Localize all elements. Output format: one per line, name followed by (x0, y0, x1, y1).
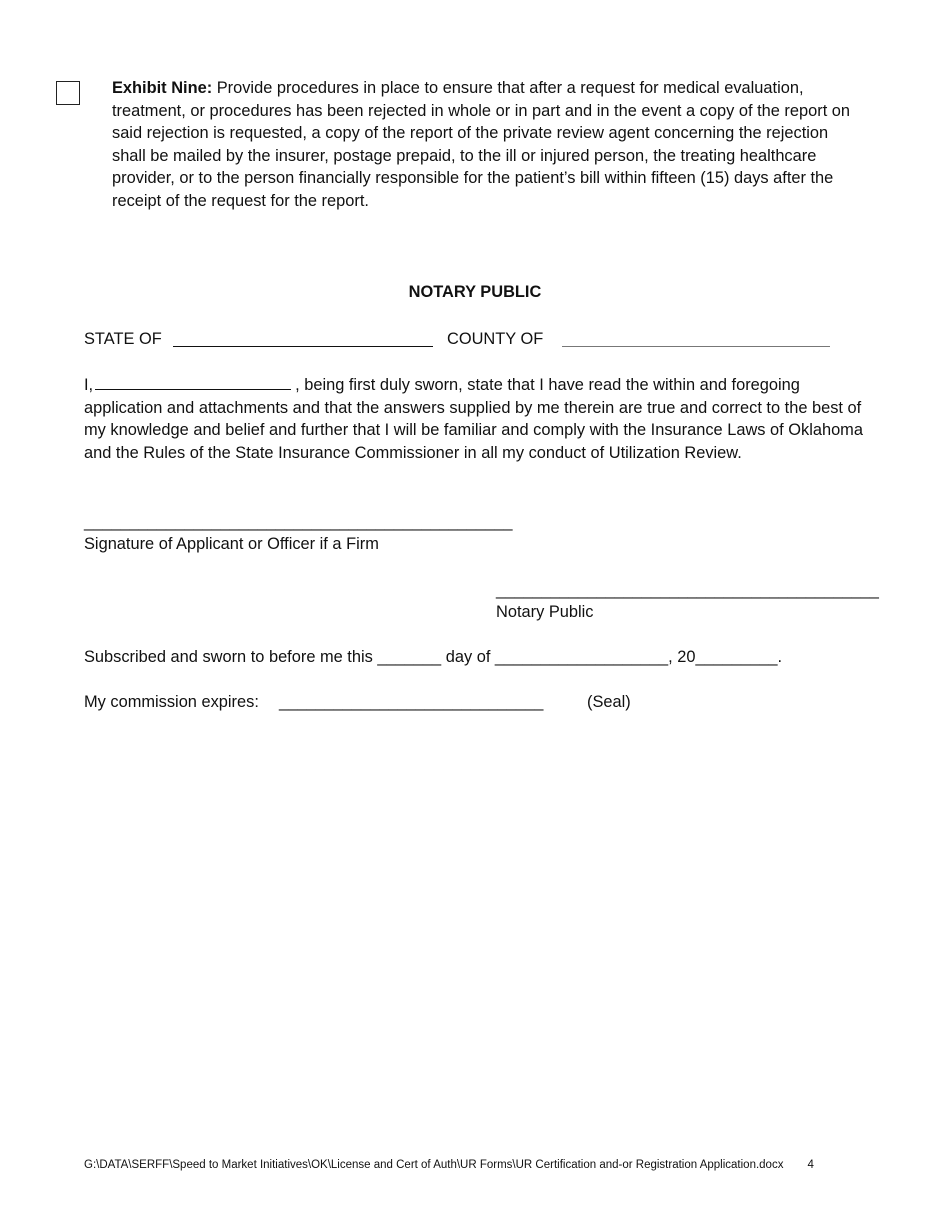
commission-expires-line[interactable]: _____________________________ (279, 693, 544, 711)
oath-paragraph (84, 374, 870, 464)
oath-prefix: I, (84, 376, 94, 394)
exhibit-nine-checkbox[interactable] (56, 81, 80, 105)
notary-public-heading: NOTARY PUBLIC (408, 283, 542, 301)
applicant-signature-line[interactable]: _______________________________________________ (84, 513, 513, 531)
oath-text: , being first duly sworn, state that I have read the within and foregoing application and attachments and that the answers supplied by me therein are true and correct to the best of my knowledge and belief and further that I will be familiar and comply with the Insurance Laws of Oklahoma and the Rules of the State Insurance Commissioner in all my conduct of Utilization Review. (84, 376, 863, 462)
exhibit-nine-body: Provide procedures in place to ensure that after a request for medical evaluation, treatment, or procedures has been rejected in whole or in part and in the event a copy of the report on said rejection is requested, a copy of the report of the private review agent concerning the rejection shall be mailed by the insurer, postage prepaid, to the ill or injured person, the treating healthcare provider, or to the person financially responsible for the patient’s bill within fifteen (15) days after the receipt of the request for the report. (112, 79, 851, 210)
county-of-label: COUNTY OF (447, 330, 544, 348)
footer-file-path: G:\DATA\SERFF\Speed to Market Initiatives\OK\License and Cert of Auth\UR Forms\UR Certification and-or Registration Application.docx (84, 1159, 784, 1171)
applicant-signature-label: Signature of Applicant or Officer if a Firm (84, 535, 379, 553)
exhibit-nine-text (112, 77, 864, 213)
seal-label: (Seal) (587, 693, 631, 711)
notary-signature-label: Notary Public (496, 603, 594, 621)
exhibit-nine-title: Exhibit Nine: (112, 79, 213, 97)
county-field[interactable] (564, 325, 832, 347)
commission-expires-label: My commission expires: (84, 693, 259, 711)
subscribed-sworn-line[interactable]: Subscribed and sworn to before me this _______ day of ___________________, 20_________. (84, 648, 783, 666)
state-field[interactable] (175, 325, 435, 347)
footer-page-number: 4 (807, 1159, 814, 1171)
state-of-label: STATE OF (84, 330, 162, 348)
notary-signature-line[interactable]: __________________________________________ (496, 581, 879, 599)
affiant-name-field[interactable] (95, 375, 291, 390)
footer (84, 1159, 814, 1171)
